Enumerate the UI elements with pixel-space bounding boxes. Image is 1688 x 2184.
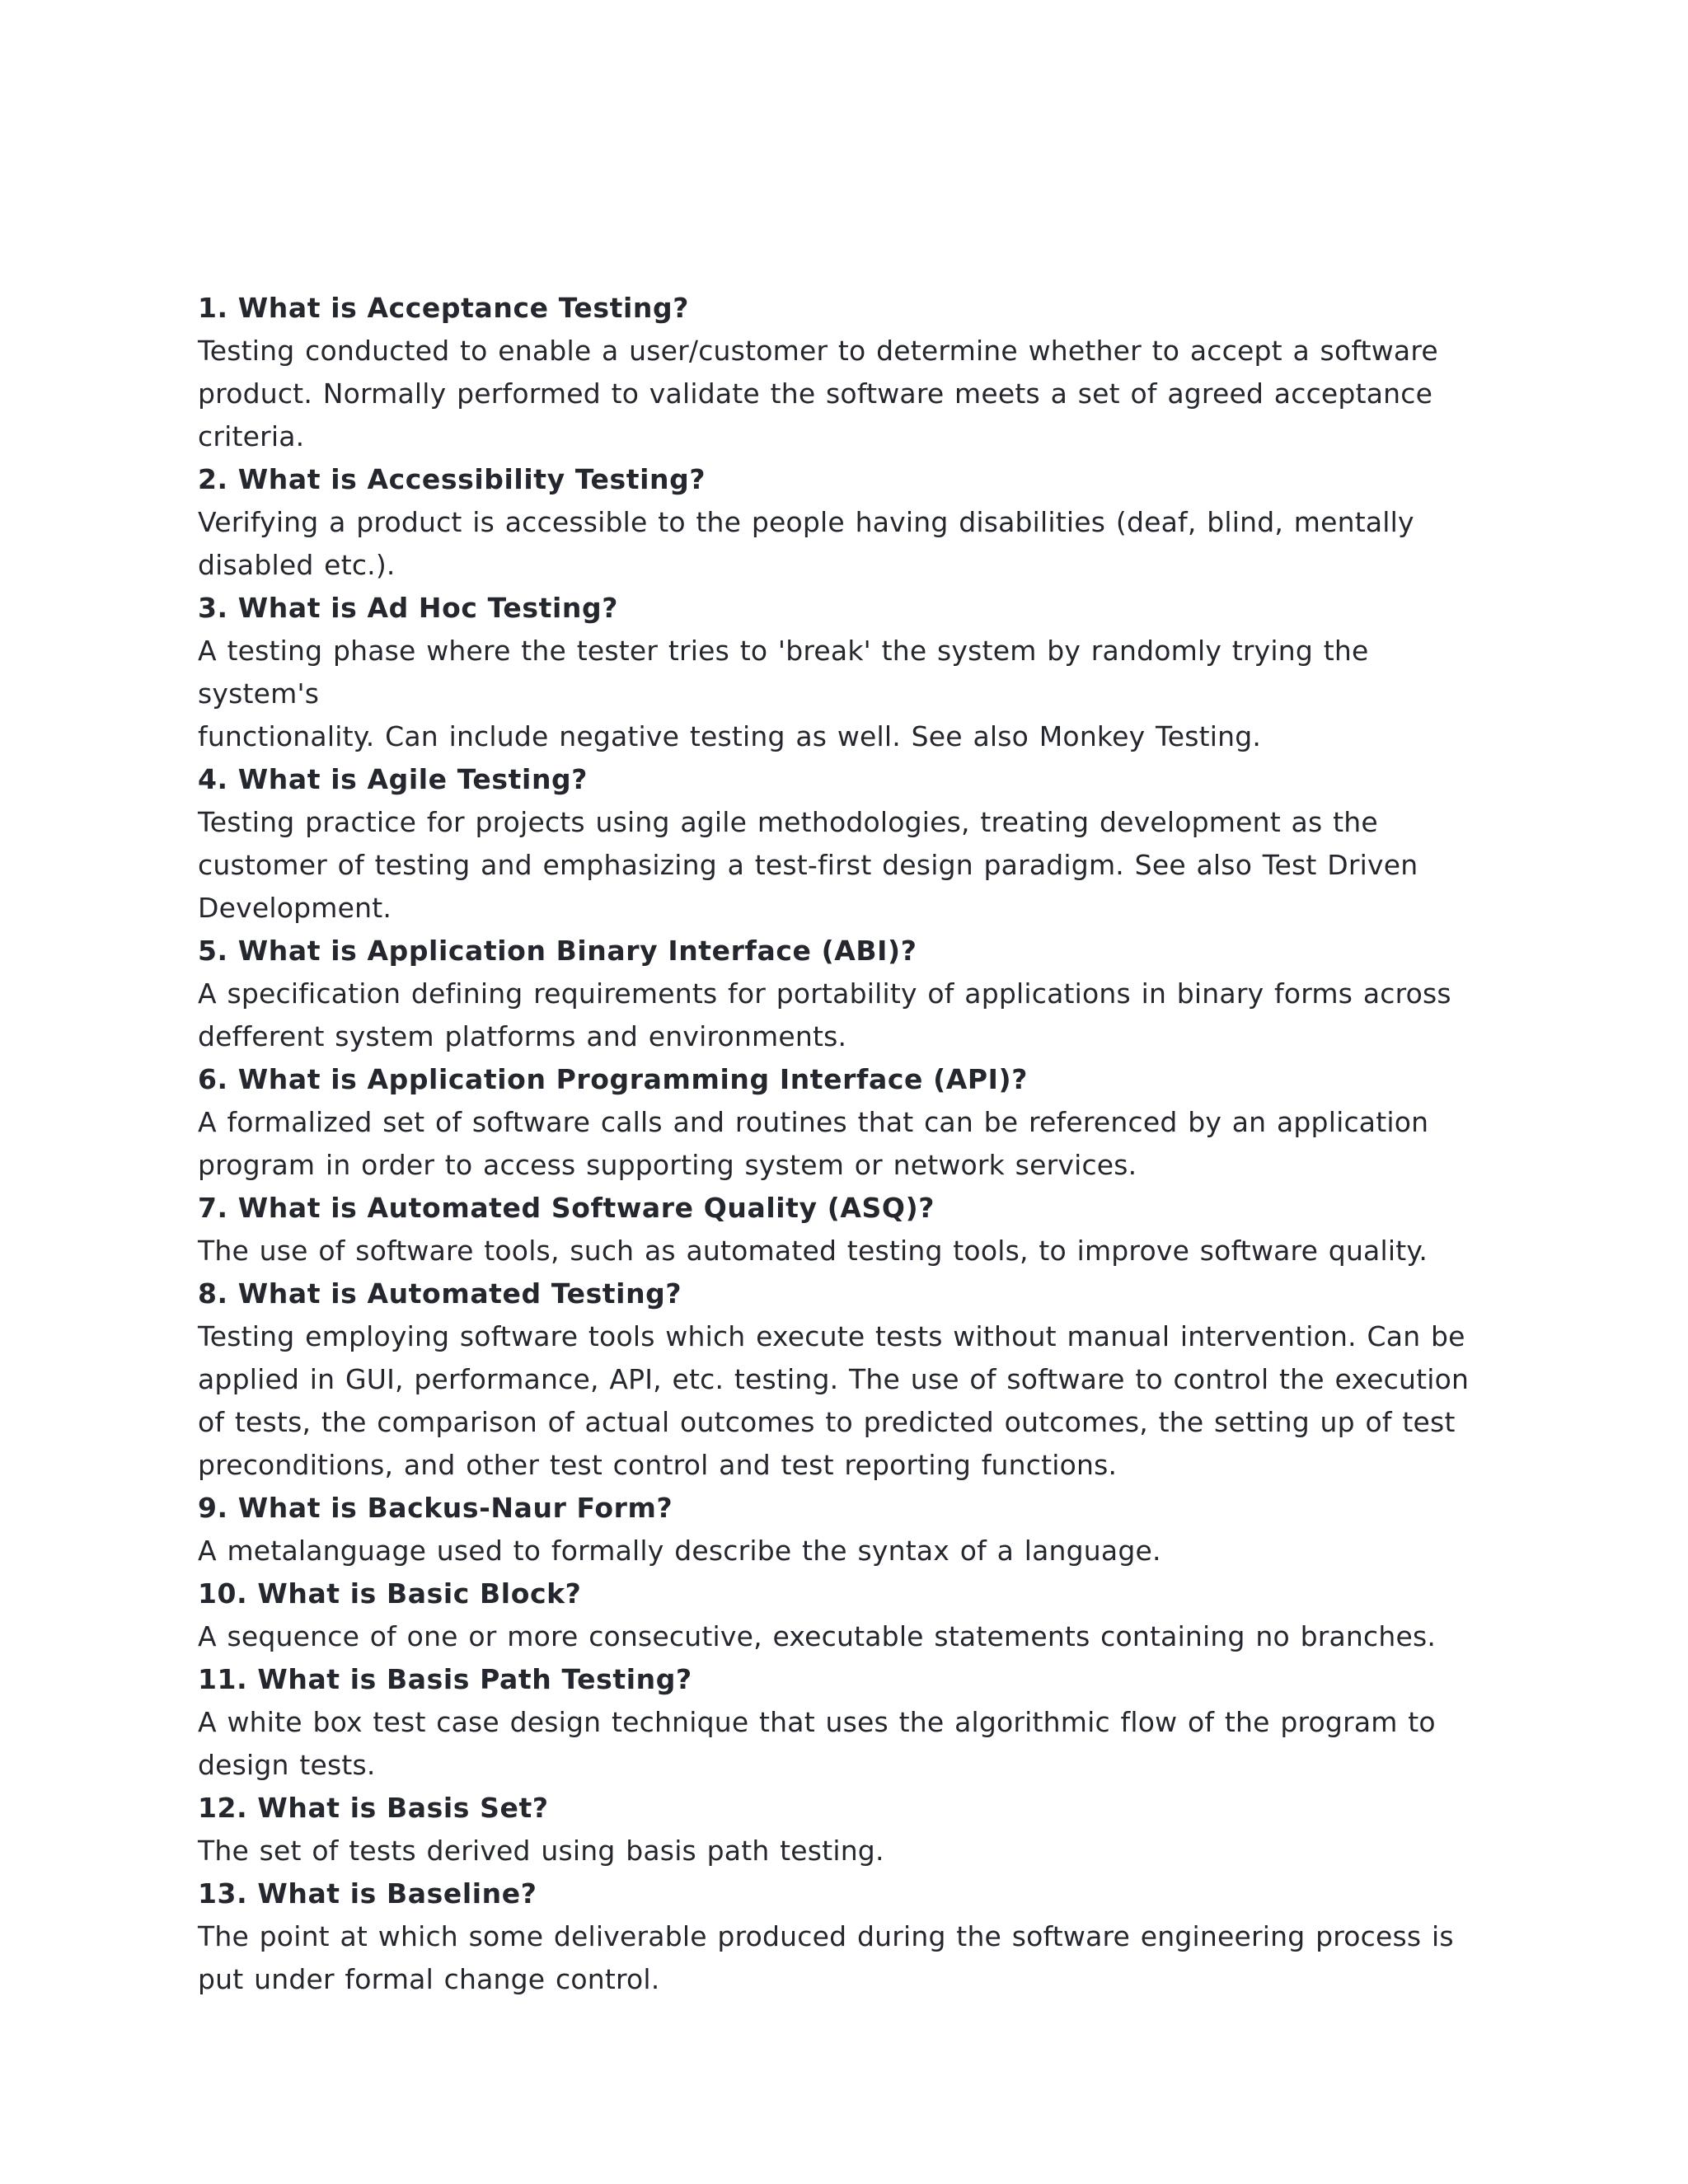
answer-line: program in order to access supporting system or network services. <box>198 1149 1137 1181</box>
answer-line: A metalanguage used to formally describe the syntax of a language. <box>198 1535 1161 1567</box>
answer-line: customer of testing and emphasizing a test-first design paradigm. See also Test Driven <box>198 849 1418 881</box>
question-heading: 7. What is Automated Software Quality (ASQ)? <box>198 1192 935 1224</box>
qa-item <box>198 758 1500 930</box>
answer-line: disabled etc.). <box>198 549 396 581</box>
answer-line: The set of tests derived using basis path testing. <box>198 1835 884 1867</box>
answer-line: Testing employing software tools which execute tests without manual intervention. Can be <box>198 1320 1465 1352</box>
answer-line: A white box test case design technique that uses the algorithmic flow of the program to <box>198 1706 1436 1738</box>
qa-item <box>198 1487 1500 1572</box>
answer-line: product. Normally performed to validate the software meets a set of agreed acceptance <box>198 377 1433 410</box>
question-heading: 8. What is Automated Testing? <box>198 1277 682 1310</box>
answer-line: A formalized set of software calls and routines that can be referenced by an application <box>198 1106 1429 1138</box>
question-heading: 5. What is Application Binary Interface (ABI)? <box>198 935 917 967</box>
qa-list <box>198 287 1500 2001</box>
qa-item <box>198 287 1500 458</box>
answer-line: criteria. <box>198 420 305 452</box>
answer-line: Testing conducted to enable a user/customer to determine whether to accept a software <box>198 335 1438 367</box>
question-heading: 13. What is Baseline? <box>198 1877 537 1910</box>
answer-line: preconditions, and other test control and test reporting functions. <box>198 1449 1118 1481</box>
qa-item <box>198 587 1500 758</box>
qa-item <box>198 1572 1500 1658</box>
qa-item <box>198 1658 1500 1787</box>
question-heading: 6. What is Application Programming Interface (API)? <box>198 1063 1028 1095</box>
answer-line: A sequence of one or more consecutive, executable statements containing no branches. <box>198 1620 1437 1652</box>
qa-item <box>198 1187 1500 1272</box>
question-heading: 2. What is Accessibility Testing? <box>198 463 706 495</box>
answer-line: functionality. Can include negative testing as well. See also Monkey Testing. <box>198 720 1262 752</box>
question-heading: 1. What is Acceptance Testing? <box>198 292 689 324</box>
qa-item <box>198 930 1500 1058</box>
answer-line: Verifying a product is accessible to the people having disabilities (deaf, blind, mentally <box>198 506 1414 538</box>
answer-line: A testing phase where the tester tries to 'break' the system by randomly trying the system's <box>198 635 1369 710</box>
question-heading: 12. What is Basis Set? <box>198 1792 549 1824</box>
answer-line: design tests. <box>198 1749 376 1781</box>
qa-item <box>198 1058 1500 1187</box>
qa-item <box>198 1272 1500 1487</box>
qa-item <box>198 1872 1500 2001</box>
question-heading: 10. What is Basic Block? <box>198 1577 582 1610</box>
answer-line: Testing practice for projects using agile methodologies, treating development as the <box>198 806 1378 838</box>
answer-line: The point at which some deliverable produced during the software engineering process is <box>198 1920 1454 1952</box>
qa-item <box>198 458 1500 587</box>
qa-item <box>198 1787 1500 1872</box>
answer-line: defferent system platforms and environments. <box>198 1020 847 1052</box>
question-heading: 3. What is Ad Hoc Testing? <box>198 592 618 624</box>
question-heading: 9. What is Backus-Naur Form? <box>198 1492 673 1524</box>
question-heading: 11. What is Basis Path Testing? <box>198 1663 692 1695</box>
answer-line: applied in GUI, performance, API, etc. testing. The use of software to control the execution <box>198 1363 1470 1395</box>
answer-line: of tests, the comparison of actual outcomes to predicted outcomes, the setting up of test <box>198 1406 1456 1438</box>
answer-line: The use of software tools, such as automated testing tools, to improve software quality. <box>198 1235 1428 1267</box>
answer-line: A specification defining requirements for portability of applications in binary forms across <box>198 977 1451 1010</box>
answer-line: put under formal change control. <box>198 1963 660 1995</box>
question-heading: 4. What is Agile Testing? <box>198 763 588 795</box>
answer-line: Development. <box>198 892 392 924</box>
